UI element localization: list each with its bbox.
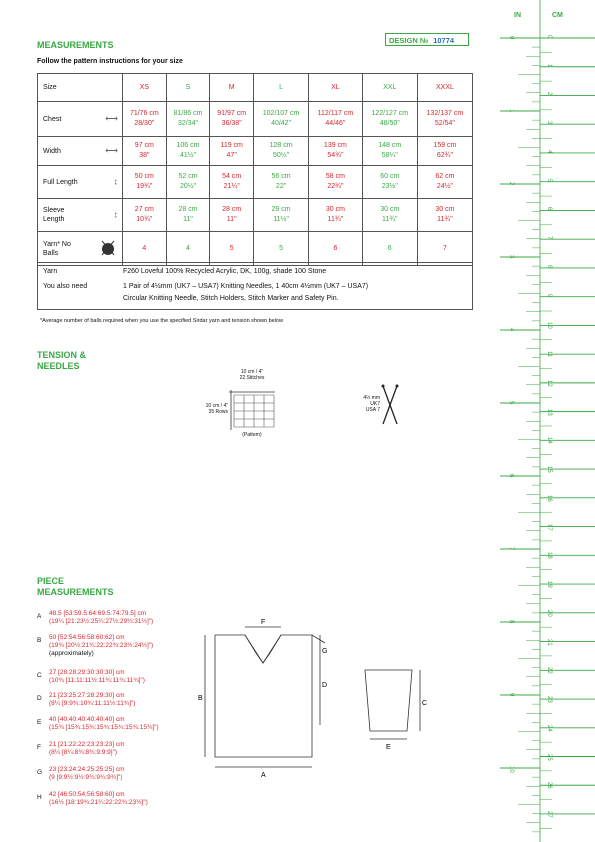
sweater-width-icon: ⟷ [105,145,118,156]
ruler-cm-number: 10 [546,322,552,330]
accessories-value: Circular Knitting Needle, Stitch Holders, Stitch Marker and Safety Pin. [123,295,339,302]
table-cell: L [254,74,309,102]
ruler-inch-number: 0 [508,36,514,40]
yarn-info-box [37,262,473,310]
table-cell: XXXL [417,74,472,102]
piece-measurements-title: PIECE MEASUREMENTS [37,576,114,597]
table-cell: 60 cm 23½" [362,166,417,199]
ruler-cm-number: 21 [546,638,552,646]
table-cell: 30 cm 11¾" [362,199,417,232]
ruler-cm-number: 8 [546,264,552,269]
ruler-cm-number: 24 [546,724,552,732]
diagram-label-c: C [422,700,428,707]
tension-title: TENSION & NEEDLES [37,350,87,371]
diagram-label-f: F [261,619,266,626]
table-row [38,232,473,266]
measuring-ruler [500,0,595,842]
row-label: Chest [43,115,62,123]
table-cell: 119 cm 47" [210,137,254,166]
ruler-inch-number: 5 [508,401,514,405]
ruler-inch-number: 4 [508,328,514,332]
table-cell: 50 cm 19¾" [123,166,167,199]
ruler-cm-number: 18 [546,552,552,559]
sweater-chest-icon: ⟷ [105,113,118,124]
table-cell: M [210,74,254,102]
follow-instructions-text: Follow the pattern instructions for your size [37,58,183,65]
row-label: Size [38,74,123,102]
table-cell: 5 [210,232,254,266]
row-label: Full Length [43,178,78,186]
ruler-cm-number: 1 [546,63,552,68]
ruler-cm-number: 11 [546,351,552,358]
table-cell: 97 cm 38" [123,137,167,166]
diagram-label-a: A [261,772,266,779]
table-cell: 52 cm 20½" [166,166,210,199]
ruler-cm-number: 26 [546,782,552,789]
ruler-cm-number: 25 [546,753,552,761]
footnote: *Average number of balls required when you use the specified Sirdar yarn and tension shown below [40,318,283,324]
ruler-inch-number: 9 [508,693,514,697]
ruler-cm-number: 16 [546,494,552,502]
design-number: 10774 [433,36,455,45]
table-cell: 122/127 cm 48/50" [362,102,417,137]
diagram-label-e: E [386,744,391,751]
table-row [38,102,473,137]
table-cell: 106 cm 41½" [166,137,210,166]
table-cell: 28 cm 11" [166,199,210,232]
diagram-label-g: G [322,648,328,655]
sweater-length-icon: ↕ [113,176,118,187]
table-cell: 132/137 cm 52/54" [417,102,472,137]
table-row [38,74,473,102]
ruler-cm-number: 14 [546,437,552,445]
table-cell: 139 cm 54¾" [309,137,363,166]
table-row [38,166,473,199]
ruler-cm-number: 27 [546,810,552,818]
table-cell: 7 [417,232,472,266]
table-cell: 5 [254,232,309,266]
ruler-cm-number: 7 [546,236,552,240]
yarn-value: F260 Loveful 100% Recycled Acrylic, DK, 100g, shade 100 Stone [123,268,327,275]
ruler-cm-number: 19 [546,581,552,588]
ruler-cm-number: 6 [546,207,552,211]
table-cell: 56 cm 22" [254,166,309,199]
table-cell: 148 cm 58¼" [362,137,417,166]
row-label: Yarn* No Balls [43,240,71,257]
table-cell: XL [309,74,363,102]
ruler-inch-number: 1 [508,109,514,113]
table-cell: 62 cm 24½" [417,166,472,199]
ruler-cm-number: 15 [546,466,552,473]
knitting-needles-icon [380,384,400,426]
table-cell: 28 cm 11" [210,199,254,232]
ruler-cm-number: 3 [546,121,552,125]
table-cell: 102/107 cm 40/42" [254,102,309,137]
ruler-cm-number: 9 [546,293,552,297]
tension-grid-icon [229,390,275,430]
table-cell: 71/76 cm 28/30" [123,102,167,137]
table-cell: S [166,74,210,102]
ruler-cm-number: 0 [546,35,552,39]
tension-left-label: 10 cm / 4" 35 Rows [205,403,228,415]
design-number-box [385,33,469,46]
table-cell: 6 [362,232,417,266]
ruler-cm-number: 2 [546,92,552,96]
table-cell: 128 cm 50½" [254,137,309,166]
ruler-cm-label: CM [552,12,563,19]
needle-size-label: 4½ mm UK7 USA 7 [363,395,380,413]
sleeve-piece-diagram [360,665,435,755]
ruler-cm-number: 22 [546,667,552,674]
needles-value: 1 Pair of 4½mm (UK7 – USA7) Knitting Needles, 1 40cm 4½mm (UK7 – USA7) [123,283,369,290]
ruler-cm-number: 23 [546,696,552,703]
table-cell: 27 cm 10¾" [123,199,167,232]
yarn-ball-icon [98,239,118,259]
table-row [38,199,473,232]
body-piece-diagram [195,615,330,785]
table-cell: XS [123,74,167,102]
diagram-label-d: D [322,682,328,689]
design-label: DESIGN № [389,36,429,45]
table-cell: 81/86 cm 32/34" [166,102,210,137]
ruler-inch-number: 8 [508,620,514,624]
ruler-inch-number: 2 [508,182,514,186]
table-cell: 54 cm 21¼" [210,166,254,199]
ruler-inch-number: 6 [508,474,514,478]
ruler-cm-number: 20 [546,609,552,617]
table-cell: 112/117 cm 44/46" [309,102,363,137]
ruler-cm-number: 4 [546,149,552,154]
ruler-inch-number: 3 [508,255,514,259]
ruler-cm-number: 13 [546,408,552,416]
ruler-inch-number: 7 [508,547,514,551]
ruler-cm-number: 17 [546,523,552,531]
ruler-in-label: IN [514,12,521,19]
table-cell: 58 cm 22¾" [309,166,363,199]
table-cell: 6 [309,232,363,266]
yarn-label: Yarn [43,268,58,275]
ruler-cm-number: 5 [546,178,552,183]
table-cell: 4 [123,232,167,266]
sleeve-length-icon: ↕ [113,209,118,220]
measurements-title: MEASUREMENTS [37,40,114,50]
you-also-need-label: You also need [43,283,88,290]
table-cell: 91/97 cm 36/38" [210,102,254,137]
table-cell: 29 cm 11½" [254,199,309,232]
table-cell: 4 [166,232,210,266]
row-label: Sleeve Length [43,207,65,223]
size-table [37,73,473,266]
tension-pattern-label: (Pattern) [242,432,262,438]
table-cell: 159 cm 62¾" [417,137,472,166]
table-cell: 30 cm 11¾" [309,199,363,232]
table-cell: 30 cm 11¾" [417,199,472,232]
diagram-label-b: B [198,695,203,702]
row-label: Width [43,147,61,155]
tension-top-label: 10 cm / 4" 22 Stitches [239,369,265,381]
ruler-cm-number: 12 [546,379,552,387]
ruler-inch-number: 10 [508,766,514,773]
table-row [38,137,473,166]
table-cell: XXL [362,74,417,102]
